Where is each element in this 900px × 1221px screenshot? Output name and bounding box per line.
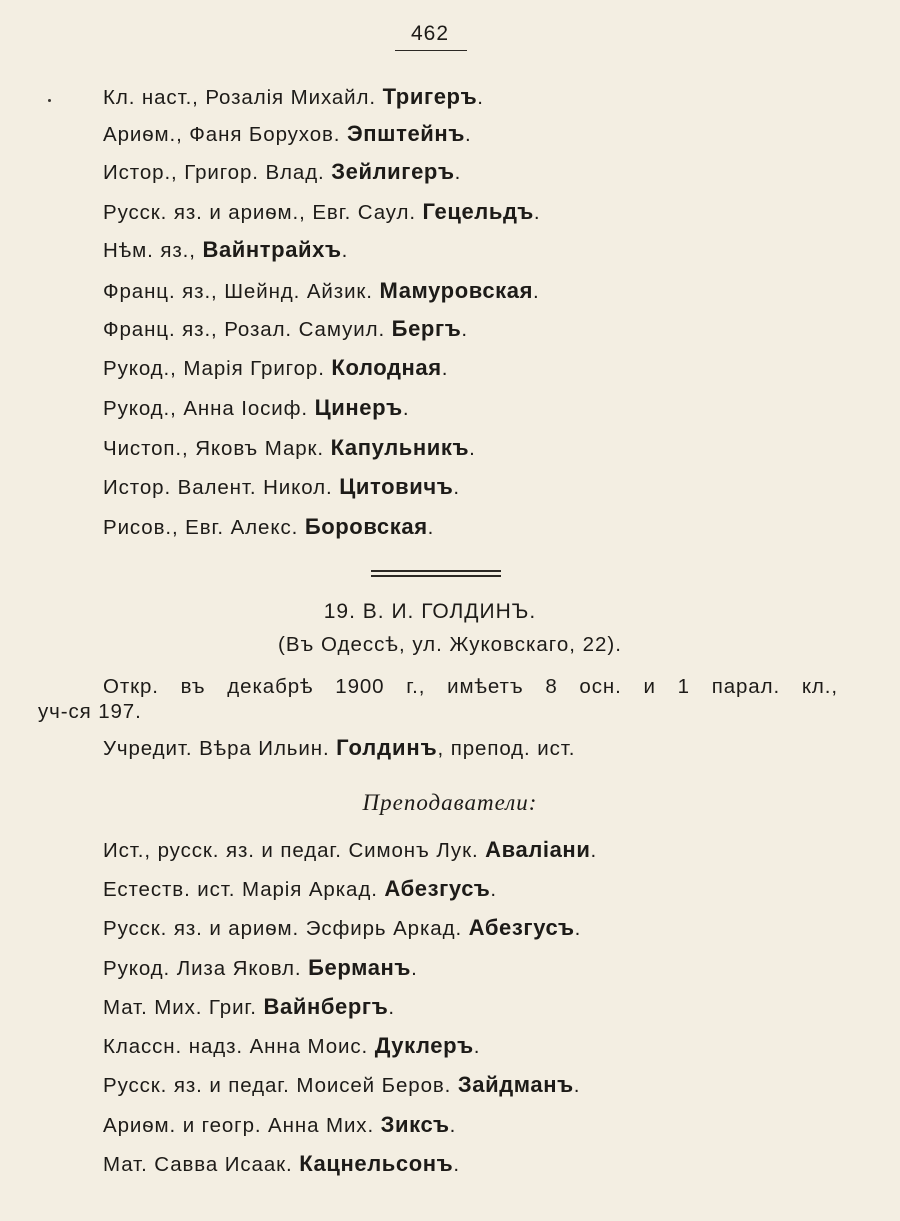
- entry-suffix: .: [402, 397, 410, 420]
- entry-suffix: .: [477, 86, 484, 109]
- entry-suffix: .: [461, 318, 468, 341]
- entry-suffix: .: [469, 437, 476, 460]
- entry-surname: Колодная: [331, 355, 442, 380]
- entry-prefix: Рукод., Марія Григор.: [103, 357, 325, 380]
- teachers-heading: Преподаватели:: [362, 790, 538, 815]
- entry-prefix: Чистоп., Яковъ Марк.: [103, 437, 325, 460]
- staff-entry: [103, 121, 472, 147]
- page-number: 462: [410, 22, 450, 45]
- school-description-line-2: уч-ся 197.: [38, 700, 142, 723]
- teacher-entry: [103, 915, 581, 941]
- entry-suffix: .: [449, 1114, 457, 1137]
- founder-prefix: Учредит. Вѣра Ильин.: [103, 737, 330, 760]
- entry-suffix: .: [590, 839, 598, 862]
- entry-prefix: Кл. наст., Розалія Михайл.: [103, 86, 376, 109]
- entry-surname: Вайнбергъ: [263, 994, 389, 1019]
- entry-prefix: Рукод., Анна Іосиф.: [103, 397, 308, 420]
- entry-prefix: Русск. яз. и ариѳм., Евг. Саул.: [103, 201, 416, 224]
- entry-suffix: .: [411, 957, 418, 980]
- entry-surname: Цитовичъ: [339, 474, 454, 499]
- entry-prefix: Мат. Мих. Григ.: [103, 996, 257, 1019]
- page-number-underline: [395, 50, 467, 51]
- entry-suffix: .: [453, 1153, 460, 1176]
- staff-entry: [103, 278, 540, 304]
- entry-suffix: .: [533, 201, 541, 224]
- staff-entry: [103, 237, 348, 263]
- staff-entry: [103, 514, 434, 540]
- entry-suffix: .: [574, 917, 582, 940]
- entry-prefix: Ариѳм. и геогр. Анна Мих.: [103, 1114, 375, 1137]
- staff-entry: [103, 355, 448, 381]
- school-address: (Въ Одессѣ, ул. Жуковскаго, 22).: [278, 633, 622, 656]
- entry-suffix: .: [454, 161, 462, 184]
- teacher-entry: [103, 837, 597, 863]
- entry-prefix: Естеств. ист. Марія Аркад.: [103, 878, 378, 901]
- teacher-entry: [103, 1151, 460, 1177]
- entry-surname: Боровская: [304, 514, 428, 539]
- school-title: 19. В. И. ГОЛДИНЪ.: [323, 600, 537, 623]
- staff-entry: [103, 316, 468, 342]
- entry-surname: Кацнельсонъ: [299, 1151, 454, 1176]
- entry-surname: Бергъ: [391, 316, 462, 341]
- school-description: [38, 674, 838, 724]
- entry-suffix: .: [453, 476, 460, 499]
- founder-line: [103, 735, 575, 761]
- entry-surname: Дуклеръ: [374, 1033, 474, 1058]
- founder-suffix: , препод. ист.: [437, 737, 576, 760]
- entry-surname: Вайнтрайхъ: [202, 237, 342, 262]
- teacher-entry: [103, 876, 497, 902]
- entry-prefix: Русск. яз. и педаг. Моисей Беров.: [103, 1074, 452, 1097]
- entry-prefix: Ист., русск. яз. и педаг. Симонъ Лук.: [103, 839, 479, 862]
- entry-surname: Зиксъ: [380, 1112, 450, 1137]
- entry-surname: Берманъ: [308, 955, 412, 980]
- entry-surname: Зайдманъ: [457, 1072, 574, 1097]
- staff-entry: [103, 159, 461, 185]
- entry-suffix: .: [464, 123, 472, 146]
- section-divider-bottom-rule: [371, 575, 501, 577]
- entry-suffix: .: [441, 357, 449, 380]
- founder-surname: Голдинъ: [336, 735, 438, 760]
- entry-surname: Аваліани: [485, 837, 591, 862]
- teacher-entry: [103, 1033, 480, 1059]
- entry-prefix: Мат. Савва Исаак.: [103, 1153, 293, 1176]
- entry-prefix: Истор., Григор. Влад.: [103, 161, 325, 184]
- entry-surname: Цинеръ: [314, 395, 403, 420]
- entry-surname: Абезгусъ: [384, 876, 491, 901]
- entry-suffix: .: [388, 996, 395, 1019]
- entry-surname: Эпштейнъ: [347, 121, 465, 146]
- teacher-entry: [103, 994, 395, 1020]
- teacher-entry: [103, 1072, 580, 1098]
- staff-entry: [103, 395, 409, 421]
- staff-entry: [103, 199, 541, 225]
- entry-surname: Абезгусъ: [468, 915, 575, 940]
- entry-prefix: Франц. яз., Розал. Самуил.: [103, 318, 386, 341]
- entry-suffix: .: [490, 878, 498, 901]
- entry-prefix: Истор. Валент. Никол.: [103, 476, 333, 499]
- entry-surname: Тригеръ: [382, 84, 478, 109]
- entry-suffix: .: [573, 1074, 581, 1097]
- staff-entry: [103, 84, 484, 110]
- entry-prefix: Франц. яз., Шейнд. Айзик.: [103, 280, 373, 303]
- entry-suffix: .: [341, 239, 349, 262]
- entry-prefix: Классн. надз. Анна Моис.: [103, 1035, 369, 1058]
- entry-surname: Гецельдъ: [422, 199, 534, 224]
- entry-prefix: Рукод. Лиза Яковл.: [103, 957, 302, 980]
- section-divider-top-rule: [371, 570, 501, 572]
- staff-entry: [103, 435, 476, 461]
- entry-prefix: Нѣм. яз.,: [103, 239, 196, 262]
- entry-prefix: Русск. яз. и ариѳм. Эсфирь Аркад.: [103, 917, 463, 940]
- entry-prefix: Ариѳм., Фаня Борухов.: [103, 123, 341, 146]
- entry-suffix: .: [473, 1035, 481, 1058]
- school-description-line-1: Откр. въ декабрѣ 1900 г., имѣетъ 8 осн. и 1 парал. кл.,: [103, 675, 838, 698]
- entry-surname: Капульникъ: [330, 435, 470, 460]
- staff-entry: [103, 474, 460, 500]
- entry-surname: Мамуровская: [379, 278, 534, 303]
- entry-prefix: Рисов., Евг. Алекс.: [103, 516, 299, 539]
- margin-dot: [48, 99, 51, 102]
- teacher-entry: [103, 1112, 456, 1138]
- entry-suffix: .: [427, 516, 435, 539]
- teacher-entry: [103, 955, 418, 981]
- entry-surname: Зейлигеръ: [331, 159, 455, 184]
- entry-suffix: .: [533, 280, 540, 303]
